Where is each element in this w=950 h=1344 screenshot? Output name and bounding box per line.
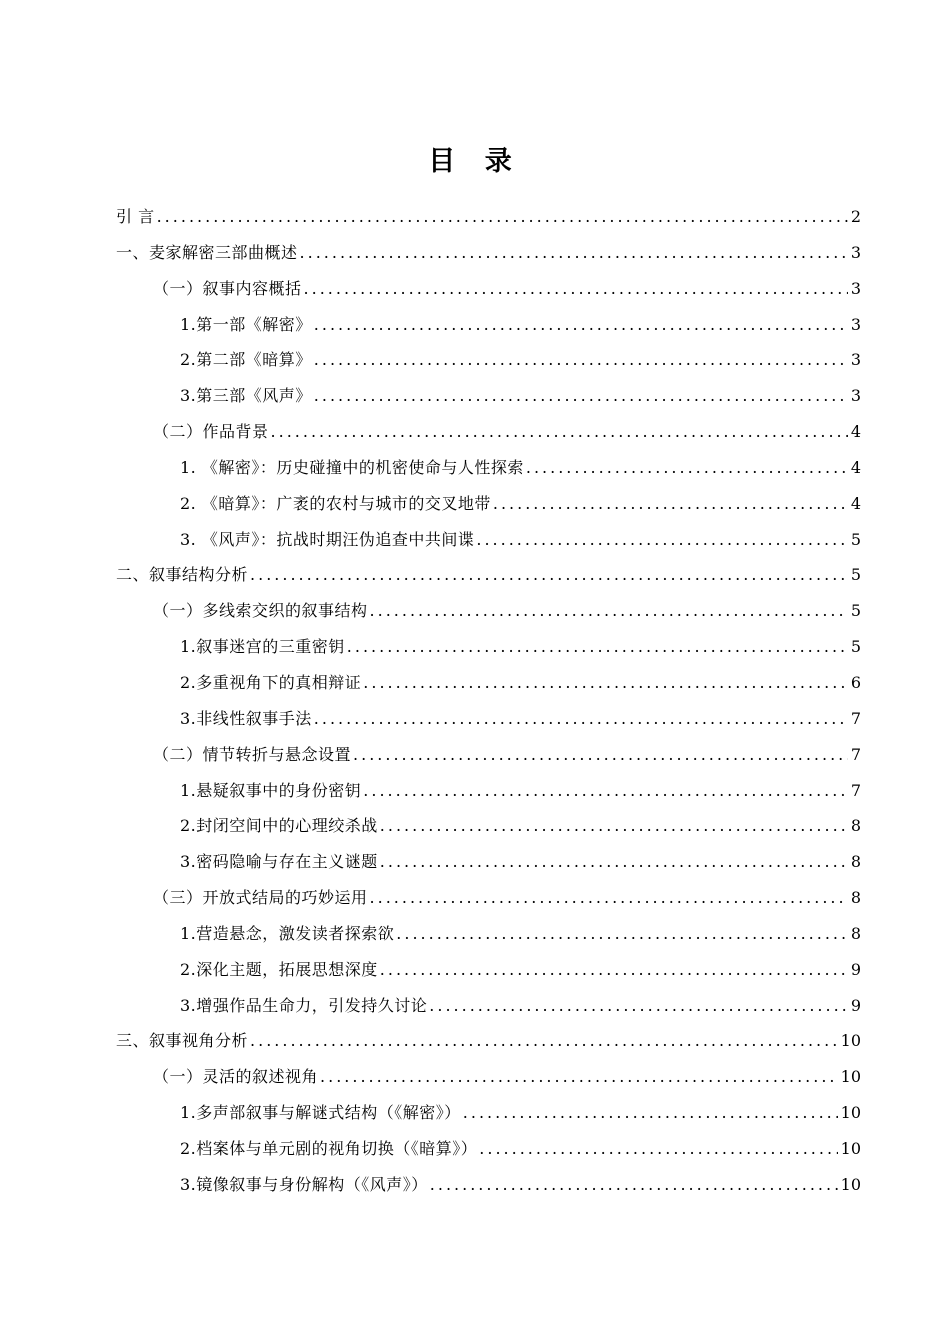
toc-entry-page: 4 [850,457,861,477]
toc-entry-page: 7 [850,780,861,800]
toc-entry-label: 1.第一部《解密》 [180,314,312,334]
toc-entry-page: 5 [850,529,861,549]
toc-entry[interactable] [116,988,861,1024]
toc-entry[interactable] [116,486,861,522]
toc-entry-page: 10 [840,1174,861,1194]
toc-leader-dots [347,629,848,665]
toc-entry-page: 6 [850,672,861,692]
toc-entry[interactable] [116,1167,861,1203]
toc-entry-label: 3.密码隐喻与存在主义谜题 [180,852,378,872]
toc-entry[interactable] [116,880,861,916]
toc-entry[interactable] [116,522,861,558]
toc-entry-page: 4 [850,493,861,513]
toc-entry[interactable] [116,665,861,701]
toc-entry[interactable] [116,773,861,809]
toc-leader-dots [300,235,848,271]
toc-entry-label: （一）叙事内容概括 [153,278,302,298]
toc-entry-page: 3 [850,386,861,406]
toc-list [116,199,861,1203]
toc-entry-label: 引 言 [116,207,155,226]
toc-entry-label: 3. 《风声》：抗战时期汪伪追查中共间谍 [180,529,475,549]
toc-leader-dots [363,773,848,809]
toc-leader-dots [396,916,848,952]
toc-entry-page: 8 [850,852,861,872]
toc-leader-dots [370,593,848,629]
toc-entry[interactable] [116,342,861,378]
toc-title: 目 录 [428,146,522,177]
toc-entry-label: （一）多线索交织的叙事结构 [153,601,368,621]
toc-leader-dots [479,1131,837,1167]
toc-leader-dots [250,1023,838,1059]
toc-entry-page: 8 [850,923,861,943]
toc-entry[interactable] [116,199,861,235]
toc-entry-label: 2.深化主题，拓展思想深度 [180,959,378,979]
toc-entry[interactable] [116,916,861,952]
toc-entry-page: 10 [840,1067,861,1087]
toc-leader-dots [320,1059,838,1095]
toc-entry-page: 7 [850,744,861,764]
toc-entry-label: 1. 《解密》：历史碰撞中的机密使命与人性探索 [180,457,524,477]
toc-entry[interactable] [116,808,861,844]
toc-entry-page: 10 [840,1138,861,1158]
toc-entry-label: （三）开放式结局的巧妙运用 [153,888,368,908]
toc-entry-page: 4 [850,422,861,442]
toc-entry[interactable] [116,1095,861,1131]
toc-entry[interactable] [116,1131,861,1167]
toc-leader-dots [250,557,848,593]
toc-leader-dots [370,880,848,916]
toc-entry[interactable] [116,952,861,988]
toc-leader-dots [463,1095,838,1131]
toc-leader-dots [157,199,848,235]
toc-entry-page: 8 [850,816,861,836]
toc-entry-page: 5 [850,637,861,657]
toc-leader-dots [380,808,848,844]
toc-entry-label: 3.非线性叙事手法 [180,708,312,728]
toc-leader-dots [304,271,848,307]
toc-leader-dots [429,988,848,1024]
toc-entry[interactable] [116,701,861,737]
toc-leader-dots [380,844,848,880]
toc-entry-label: 2.多重视角下的真相辩证 [180,672,362,692]
toc-entry-label: （二）情节转折与悬念设置 [153,744,352,764]
toc-entry-page: 7 [850,708,861,728]
toc-leader-dots [493,486,848,522]
toc-entry[interactable] [116,1023,861,1059]
toc-leader-dots [363,665,848,701]
toc-entry-label: 2.封闭空间中的心理绞杀战 [180,816,378,836]
toc-entry-label: 1.叙事迷宫的三重密钥 [180,637,345,657]
toc-entry-label: （二）作品背景 [153,422,269,442]
toc-entry-label: 二、叙事结构分析 [116,565,249,585]
toc-entry-label: 2.第二部《暗算》 [180,350,312,370]
toc-leader-dots [353,737,848,773]
toc-entry-label: 1.多声部叙事与解谜式结构（《解密》） [180,1103,461,1123]
toc-entry-page: 3 [850,242,861,262]
toc-entry-page: 5 [850,601,861,621]
toc-entry[interactable] [116,235,861,271]
toc-entry[interactable] [116,307,861,343]
toc-entry[interactable] [116,737,861,773]
toc-leader-dots [476,522,847,558]
toc-entry-label: 3.镜像叙事与身份解构（《风声》） [180,1174,428,1194]
toc-entry-label: 1.营造悬念，激发读者探索欲 [180,923,395,943]
toc-entry[interactable] [116,271,861,307]
toc-leader-dots [314,307,848,343]
toc-entry-page: 3 [850,314,861,334]
toc-entry[interactable] [116,1059,861,1095]
toc-leader-dots [380,952,848,988]
toc-entry-page: 9 [850,959,861,979]
toc-entry-label: （一）灵活的叙述视角 [153,1067,319,1087]
toc-entry-page: 5 [850,565,861,585]
toc-leader-dots [526,450,848,486]
toc-entry-label: 一、麦家解密三部曲概述 [116,242,298,262]
toc-leader-dots [314,342,848,378]
toc-entry[interactable] [116,593,861,629]
toc-entry-label: 2.档案体与单元剧的视角切换（《暗算》） [180,1138,478,1158]
toc-entry-page: 3 [850,278,861,298]
toc-leader-dots [314,378,848,414]
toc-entry-page: 10 [840,1031,861,1051]
toc-entry[interactable] [116,557,861,593]
toc-entry-page: 3 [850,350,861,370]
toc-entry-label: 三、叙事视角分析 [116,1031,249,1051]
toc-entry-label: 1.悬疑叙事中的身份密钥 [180,780,362,800]
toc-leader-dots [314,701,848,737]
toc-entry-page: 9 [850,995,861,1015]
toc-leader-dots [271,414,848,450]
toc-entry-label: 2. 《暗算》：广袤的农村与城市的交叉地带 [180,493,491,513]
toc-entry-label: 3.第三部《风声》 [180,386,312,406]
toc-entry-page: 2 [850,207,861,226]
toc-entry[interactable] [116,629,861,665]
toc-leader-dots [430,1167,838,1203]
toc-entry-page: 8 [850,888,861,908]
toc-entry-page: 10 [840,1103,861,1123]
toc-entry[interactable] [116,378,861,414]
toc-entry[interactable] [116,450,861,486]
toc-entry[interactable] [116,414,861,450]
toc-entry[interactable] [116,844,861,880]
toc-entry-label: 3.增强作品生命力，引发持久讨论 [180,995,428,1015]
